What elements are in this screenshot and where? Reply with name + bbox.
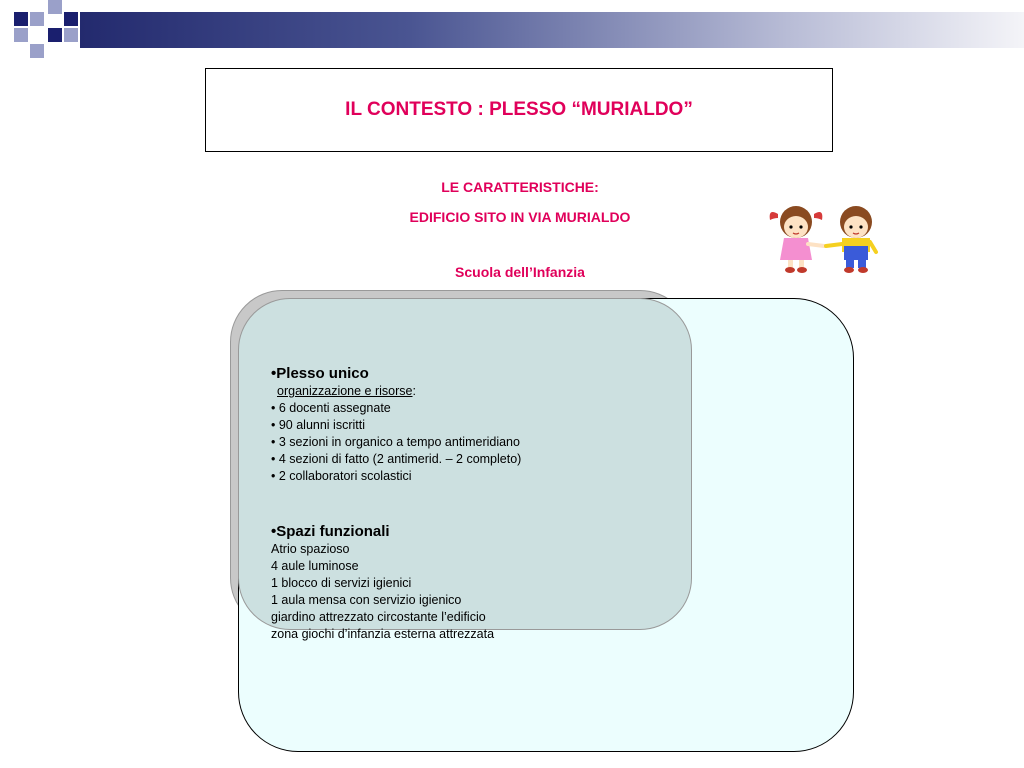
- subtitle-school: Scuola dell’Infanzia: [455, 264, 585, 280]
- list-item: • 6 docenti assegnate: [271, 401, 391, 415]
- page-title: IL CONTESTO : PLESSO “MURIALDO”: [345, 99, 693, 120]
- girl-figure: [770, 206, 824, 273]
- list-item: 1 aula mensa con servizio igienico: [271, 593, 462, 607]
- section-plesso-sublabel: organizzazione e risorse:: [277, 384, 416, 398]
- panel-content: [271, 365, 691, 643]
- list-item: Atrio spazioso: [271, 542, 350, 556]
- children-clipart: [766, 200, 886, 276]
- list-item: • 2 collaboratori scolastici: [271, 469, 412, 483]
- list-item: 1 blocco di servizi igienici: [271, 576, 412, 590]
- section-plesso-heading: •Plesso unico: [271, 365, 369, 382]
- list-item: 4 aule luminose: [271, 559, 359, 573]
- list-item: zona giochi d’infanzia esterna attrezzata: [271, 627, 495, 641]
- list-item: • 3 sezioni in organico a tempo antimeridiano: [271, 435, 520, 449]
- subtitle-characteristics: LE CARATTERISTICHE:: [441, 179, 599, 195]
- title-box: [205, 68, 833, 152]
- list-item: • 90 alunni iscritti: [271, 418, 366, 432]
- boy-figure: [826, 206, 876, 273]
- section-spazi-heading: •Spazi funzionali: [271, 523, 390, 540]
- list-item: giardino attrezzato circostante l’edificio: [271, 610, 486, 624]
- list-item: • 4 sezioni di fatto (2 antimerid. – 2 completo): [271, 452, 522, 466]
- subtitle-building: EDIFICIO SITO IN VIA MURIALDO: [409, 209, 631, 225]
- header-gradient-bar: [80, 12, 1024, 48]
